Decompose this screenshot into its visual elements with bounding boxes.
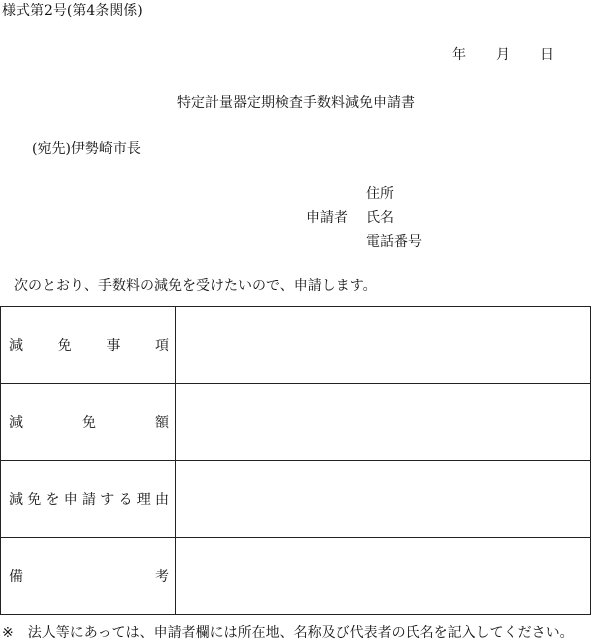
- date-day-label: 日: [540, 47, 554, 63]
- applicant-block: [306, 182, 446, 254]
- table-row: [1, 461, 591, 538]
- table-row-label-text: 備 考: [9, 569, 169, 585]
- table-row-value-field[interactable]: [176, 461, 591, 538]
- intro-text: 次のとおり、手数料の減免を受けたいので、申請します。: [14, 278, 377, 294]
- application-table: [0, 306, 591, 615]
- applicant-label: 申請者: [306, 210, 348, 226]
- date-line: [452, 44, 554, 64]
- applicant-address-row: [306, 182, 446, 206]
- table-row-label: [1, 384, 176, 461]
- table-row-label-text: 減 免 額: [9, 415, 169, 431]
- applicant-name-label: 氏名: [366, 210, 394, 226]
- table-row-label: [1, 307, 176, 384]
- addressee: (宛先)伊勢崎市長: [32, 141, 141, 157]
- document-title: 特定計量器定期検査手数料減免申請書: [177, 95, 415, 111]
- date-month-label: 月: [496, 47, 510, 63]
- table-row-label: [1, 461, 176, 538]
- footnote-mark: ※: [2, 625, 14, 641]
- applicant-address-label: 住所: [366, 186, 394, 202]
- footnote: [2, 622, 574, 642]
- table-row-value-field[interactable]: [176, 384, 591, 461]
- table-row-label-text: 減 免 を 申 請 す る 理 由: [9, 492, 169, 508]
- applicant-phone-row: [306, 230, 446, 254]
- form-number: 様式第2号(第4条関係): [2, 3, 143, 19]
- table-row: [1, 307, 591, 384]
- applicant-name-row: [306, 206, 446, 230]
- footnote-text: 法人等にあっては、申請者欄には所在地、名称及び代表者の氏名を記入してください。: [27, 625, 574, 641]
- table-row-value-field[interactable]: [176, 307, 591, 384]
- date-year-label: 年: [452, 47, 466, 63]
- table-row-label-text: 減 免 事 項: [9, 338, 169, 354]
- table-row-value-field[interactable]: [176, 538, 591, 615]
- table-row: [1, 538, 591, 615]
- table-row-label: [1, 538, 176, 615]
- table-row: [1, 384, 591, 461]
- applicant-phone-label: 電話番号: [366, 234, 422, 250]
